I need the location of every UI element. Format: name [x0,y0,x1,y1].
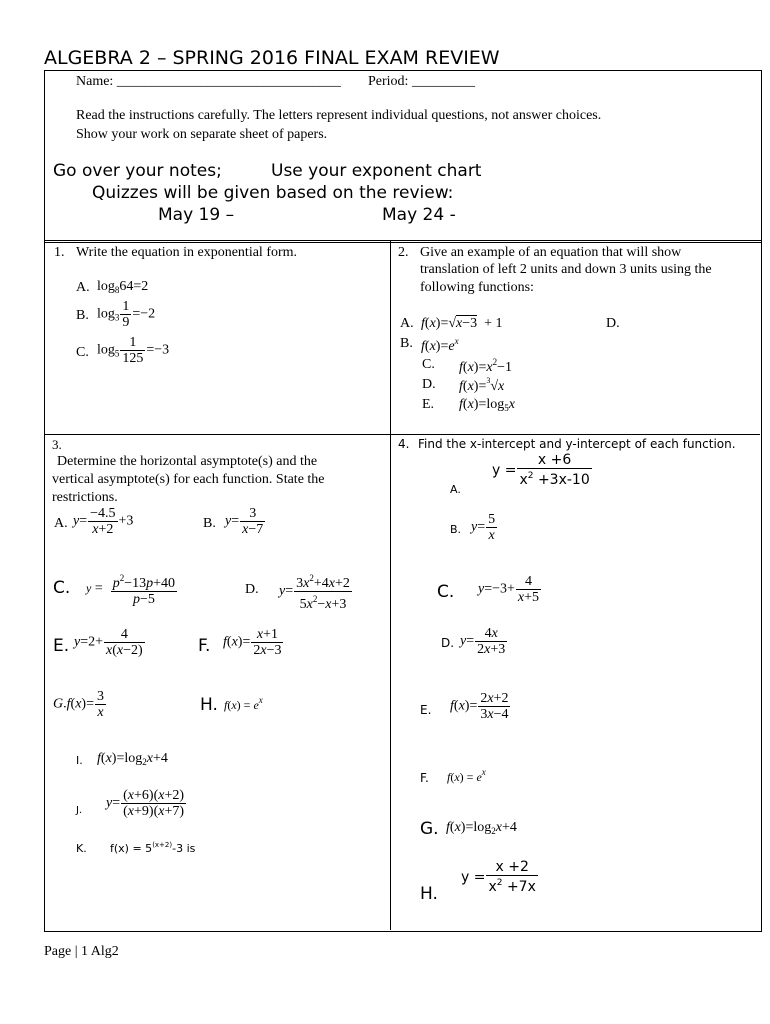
q1-a-label: A. [76,280,90,295]
q3-d-label: D. [245,582,259,597]
q3-f-expr: f(x)= $\frac{x+1}{2x-3}$ [223,627,282,658]
q3-a-expr: y= $\frac{-4.5}{x+2}$ +3 [73,506,134,537]
q3-c-label: C. [53,578,71,598]
q3-k-expr [110,841,195,855]
q2-d-label: D. [422,377,436,392]
q3-d-expr: y= $\frac{3x^2+4x+2}{5x^2-x+3}$ [279,573,350,612]
q4-f-expr: $f(x) = e^x$ [447,767,486,784]
q3-k-label: K. [76,842,87,855]
q4-d-label: D. [441,636,455,650]
q2-prompt-3: following functions: [420,280,534,295]
quiz-date-2: May 24 - [382,205,456,225]
q2-e-label: E. [422,397,435,412]
q1-prompt: Write the equation in exponential form. [76,245,298,260]
q1-c-expr: $\log_5$ $\frac{1}{125}$ =−3 [97,335,170,366]
q2-a-expr: f(x)=√x−3 + 1 [421,316,503,331]
q2-prompt-2: translation of left 2 units and down 3 units using the [420,262,712,277]
grid-vertical-divider [390,240,391,930]
grid-horizontal-divider [44,434,760,435]
q4-f-label: F. [420,771,429,785]
q4-h-expr: y = $\frac{x +2}{x^2 +7x}$ [461,859,536,895]
q4-a-expr: y = $\frac{x +6}{x^2 +3x-10}$ [492,452,590,488]
q3-i-label: I. [76,754,83,767]
q2-e-expr: $f(x)=\log_5x$ [459,397,515,413]
q2-prompt-1: Give an example of an equation that will show [420,245,682,260]
q3-h-label: H. [200,695,218,715]
notes-reminder: Go over your notes; [53,161,222,181]
q1-c-label: C. [76,345,89,360]
q3-j-expr: y= $\frac{(x+6)(x+2)}{(x+9)(x+7)}$ [106,788,185,819]
q3-f-label: F. [198,636,211,656]
q3-j-label: J. [76,805,83,816]
q3-prompt-1: Determine the horizontal asymptote(s) and the [57,454,318,469]
q1-a-expr: $\log_864=2$ [97,279,149,295]
q4-b-expr: y= $\frac{5}{x}$ [471,512,496,543]
q3-a-label: A. [54,516,68,531]
q4-h-label: H. [420,884,438,904]
q2-b-expr: $f(x)=e^x$ [421,336,459,354]
q1-number: 1. [54,245,65,260]
q2-c-expr: $f(x)=x^2-1$ [459,357,512,375]
q4-g-label: G. [420,819,439,839]
q4-a-label: A. [450,483,461,496]
q3-b-label: B. [203,516,216,531]
q3-h-expr: $f(x) = e^x$ [224,695,263,712]
page-footer: Page | 1 Alg2 [44,944,119,959]
q3-g-expr: G.f(x)= $\frac{3}{x}$ [53,689,104,720]
q2-d-expr: f(x)=$^3$√x [459,376,505,394]
q2-c-label: C. [422,357,435,372]
q3-c-expr: y = $\frac{p^2-13p+40}{p-5}$ [86,573,176,607]
q3-e-label: E. [53,636,70,656]
q3-k-expr-exponent: (x+2) [152,841,173,849]
q3-e-expr: y=2+ $\frac{4}{x(x-2)}$ [74,627,143,658]
q2-d-label-right: D. [606,316,620,331]
q4-e-expr: f(x)= $\frac{2x+2}{3x-4}$ [450,691,509,722]
q4-d-expr: y= $\frac{4x}{2x+3}$ [460,626,506,657]
q3-k-expr-base: f(x) = 5 [110,842,153,855]
q4-g-expr: $f(x)=\log_2x+4$ [446,820,517,836]
q4-prompt: Find the x-intercept and y-intercept of each function. [418,437,736,451]
q1-b-label: B. [76,308,89,323]
instructions-line-2: Show your work on separate sheet of papers. [76,127,328,142]
q4-b-label: B. [450,523,462,536]
q2-number: 2. [398,245,409,260]
q3-prompt-3: restrictions. [52,490,118,505]
q4-c-label: C. [437,582,455,602]
quiz-date-1: May 19 – [158,205,235,225]
name-field: Name: ________________________________ [76,74,341,89]
instructions-line-1: Read the instructions carefully. The letters represent individual questions, not answer choices. [76,108,602,123]
q4-e-label: E. [420,703,432,717]
q3-prompt-2: vertical asymptote(s) for each function. State the [52,472,325,487]
q1-b-expr: $\log_3$ $\frac{1}{9}$ =−2 [97,299,156,330]
q3-g-label: G [53,696,64,712]
q3-i-expr: $f(x)=\log_2x+4$ [97,751,168,767]
q3-k-expr-tail: -3 is [172,842,196,855]
exponent-chart-reminder: Use your exponent chart [271,161,482,181]
q3-b-expr: y= $\frac{3}{x-7}$ [225,506,264,537]
q3-number: 3. [52,437,62,452]
quizzes-note: Quizzes will be given based on the review: [92,183,454,203]
period-field: Period: _________ [368,74,475,89]
q2-b-label: B. [400,336,413,351]
q4-c-expr: y=−3+ $\frac{4}{x+5}$ [478,574,540,605]
q4-number: 4. [398,437,410,451]
page-title: ALGEBRA 2 – SPRING 2016 FINAL EXAM REVIEW [44,47,500,69]
q2-a-label: A. [400,316,414,331]
